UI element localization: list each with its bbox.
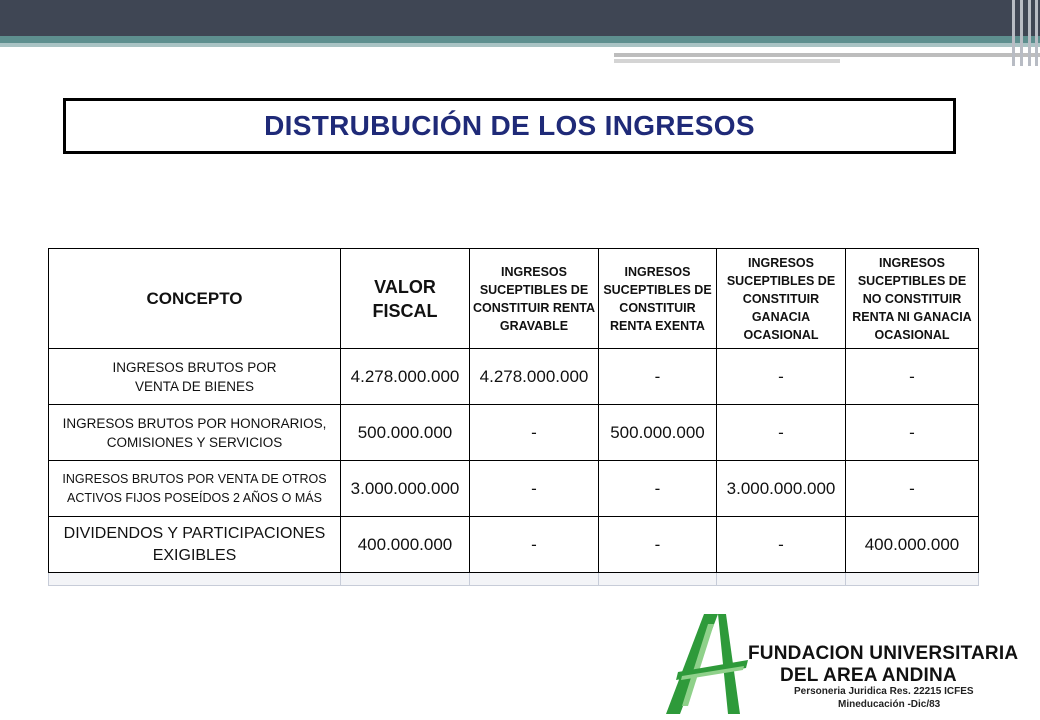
cell-exenta: - [599, 349, 717, 405]
cell-exenta: 500.000.000 [599, 405, 717, 461]
table-row [49, 405, 979, 461]
logo-line-2: DEL AREA ANDINA [780, 665, 957, 686]
university-logo [660, 610, 1040, 720]
cell-concepto: DIVIDENDOS Y PARTICIPACIONES EXIGIBLES [49, 517, 341, 573]
andina-a-logo-icon [660, 610, 790, 720]
decor-line [614, 59, 840, 63]
cell-valor: 4.278.000.000 [341, 349, 470, 405]
cell-gravable: - [470, 461, 599, 517]
cell-concepto: INGRESOS BRUTOS POR HONORARIOS, COMISIONES Y SERVICIOS [49, 405, 341, 461]
cell-gravable: - [470, 405, 599, 461]
cell-ganancia: - [717, 349, 846, 405]
slide-title-box [63, 98, 956, 154]
cell-exenta: - [599, 517, 717, 573]
corner-decoration [1008, 0, 1040, 66]
cell-ganancia: - [717, 517, 846, 573]
table-header-row [49, 249, 979, 349]
cell-ganancia: - [717, 405, 846, 461]
cell-valor: 3.000.000.000 [341, 461, 470, 517]
cell-exenta: - [599, 461, 717, 517]
cell-no-constituir: 400.000.000 [846, 517, 979, 573]
cell-ganancia: 3.000.000.000 [717, 461, 846, 517]
cell-no-constituir: - [846, 405, 979, 461]
table-row [49, 461, 979, 517]
decor-line [614, 49, 964, 52]
cell-gravable: - [470, 517, 599, 573]
cell-valor: 500.000.000 [341, 405, 470, 461]
header-accent-stripe-light [0, 43, 1040, 47]
table-empty-row [49, 573, 979, 586]
header-renta-gravable: INGRESOS SUCEPTIBLES DE CONSTITUIR RENTA GRAVABLE [470, 249, 599, 349]
top-header-bar [0, 0, 1040, 36]
header-renta-exenta: INGRESOS SUCEPTIBLES DE CONSTITUIR RENTA EXENTA [599, 249, 717, 349]
header-ganancia-ocasional: INGRESOS SUCEPTIBLES DE CONSTITUIR GANACIA OCASIONAL [717, 249, 846, 349]
income-distribution-table [48, 248, 979, 586]
cell-no-constituir: - [846, 461, 979, 517]
decor-line [614, 53, 1040, 57]
table-row [49, 517, 979, 573]
slide-title: DISTRUBUCIÓN DE LOS INGRESOS [264, 110, 755, 141]
header-valor-fiscal: VALOR FISCAL [341, 249, 470, 349]
cell-valor: 400.000.000 [341, 517, 470, 573]
logo-line-1: FUNDACION UNIVERSITARIA [748, 643, 1019, 664]
logo-line-3: Personeria Juridica Res. 22215 ICFES [794, 686, 974, 697]
logo-line-4: Mineducación -Dic/83 [838, 699, 941, 710]
cell-gravable: 4.278.000.000 [470, 349, 599, 405]
header-no-constituir: INGRESOS SUCEPTIBLES DE NO CONSTITUIR RENTA NI GANACIA OCASIONAL [846, 249, 979, 349]
header-concepto: CONCEPTO [49, 249, 341, 349]
header-accent-stripe [0, 36, 1040, 43]
cell-no-constituir: - [846, 349, 979, 405]
cell-concepto: INGRESOS BRUTOS POR VENTA DE BIENES [49, 349, 341, 405]
table-row [49, 349, 979, 405]
cell-concepto: INGRESOS BRUTOS POR VENTA DE OTROS ACTIVOS FIJOS POSEÍDOS 2 AÑOS O MÁS [49, 461, 341, 517]
